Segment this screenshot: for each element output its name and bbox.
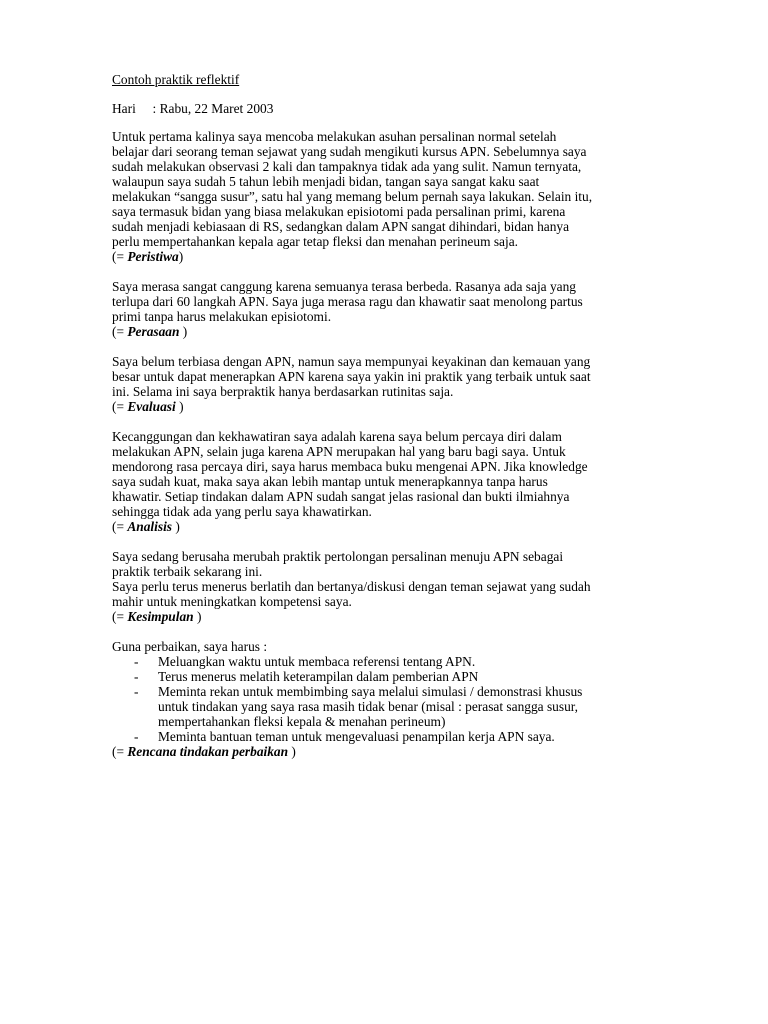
reflection-paragraph [112, 549, 688, 624]
text-line: sudah menjadi kebiasaan di RS, sedangkan dalam APN sangat dihindari, bidan hanya [112, 219, 570, 234]
list-item-line: mempertahankan fleksi kepala & menahan perineum) [158, 714, 446, 729]
text-line: praktik terbaik sekarang ini. [112, 564, 263, 579]
tag-close: ) [178, 249, 184, 264]
tag-close: ) [288, 744, 296, 759]
tag-label: Peristiwa [127, 249, 179, 264]
section-tag [112, 399, 688, 414]
text-line: khawatir. Setiap tindakan dalam APN sudah sangat jelas rasional dan bukti ilmiahnya [112, 489, 570, 504]
reflection-paragraph [112, 129, 688, 264]
tag-open: (= [112, 324, 128, 339]
text-line: sudah melakukan observasi 2 kali dan tampaknya tidak ada yang sulit. Namun ternyata, [112, 159, 582, 174]
text-line: Saya perlu terus menerus berlatih dan bertanya/diskusi dengan teman sejawat yang sudah [112, 579, 591, 594]
section-tag [112, 609, 688, 624]
text-line: saya termasuk bidan yang biasa melakukan episiotomi pada persalinan primi, karena [112, 204, 566, 219]
text-line: perlu mempertahankan kepala agar tetap fleksi dan menahan perineum saja. [112, 234, 519, 249]
list-item-line: Meluangkan waktu untuk membaca referensi tentang APN. [158, 654, 476, 669]
tag-close: ) [175, 399, 184, 414]
plan-list [112, 654, 688, 744]
tag-label: Rencana tindakan perbaikan [127, 744, 289, 759]
reflection-paragraph [112, 279, 688, 339]
text-line: sehingga tidak ada yang perlu saya khawatirkan. [112, 504, 372, 519]
list-item-line: Terus menerus melatih keterampilan dalam pemberian APN [158, 669, 479, 684]
text-line: melakukan “sangga susur”, satu hal yang memang belum pernah saya lakukan. Selain itu, [112, 189, 593, 204]
section-tag [112, 744, 688, 759]
list-item [112, 669, 688, 684]
tag-open: (= [112, 249, 128, 264]
list-item [112, 729, 688, 744]
tag-label: Analisis [127, 519, 173, 534]
tag-open: (= [112, 609, 128, 624]
tag-close: ) [193, 609, 202, 624]
text-line: primi tanpa harus melakukan episiotomi. [112, 309, 332, 324]
bullet-dash: - [134, 684, 139, 699]
reflection-paragraph [112, 354, 688, 414]
text-line: mahir untuk meningkatkan kompetensi saya. [112, 594, 352, 609]
section-tag [112, 519, 688, 534]
text-line: melakukan APN, selain juga karena APN merupakan hal yang baru bagi saya. Untuk [112, 444, 566, 459]
tag-label: Kesimpulan [127, 609, 194, 624]
tag-close: ) [179, 324, 188, 339]
list-item-line: Meminta bantuan teman untuk mengevaluasi penampilan kerja APN saya. [158, 729, 555, 744]
document-title: Contoh praktik reflektif [112, 72, 240, 87]
text-line: Saya sedang berusaha merubah praktik pertolongan persalinan menuju APN sebagai [112, 549, 564, 564]
text-line: belajar dari seorang teman sejawat yang sudah mengikuti kursus APN. Sebelumnya saya [112, 144, 587, 159]
text-line: Kecanggungan dan kekhawatiran saya adalah karena saya belum percaya diri dalam [112, 429, 562, 444]
plan-intro: Guna perbaikan, saya harus : [112, 639, 268, 654]
list-item [112, 684, 688, 729]
tag-open: (= [112, 399, 128, 414]
tag-open: (= [112, 519, 128, 534]
text-line: ini. Selama ini saya berpraktik hanya berdasarkan rutinitas saja. [112, 384, 454, 399]
text-line: saya sudah kuat, maka saya akan lebih mantap untuk menerapkannya tanpa harus [112, 474, 548, 489]
improvement-plan [112, 639, 688, 759]
list-item-line: Meminta rekan untuk membimbing saya melalui simulasi / demonstrasi khusus [158, 684, 583, 699]
list-item [112, 654, 688, 669]
reflection-paragraphs [112, 129, 688, 624]
tag-open: (= [112, 744, 128, 759]
bullet-dash: - [134, 669, 139, 684]
reflection-paragraph [112, 429, 688, 534]
text-line: walaupun saya sudah 5 tahun lebih menjadi bidan, tangan saya sangat kaku saat [112, 174, 540, 189]
date-line: Hari : Rabu, 22 Maret 2003 [112, 101, 274, 116]
list-item-line: untuk tindakan yang saya rasa masih tidak benar (misal : perasat sangga susur, [158, 699, 579, 714]
text-line: terlupa dari 60 langkah APN. Saya juga merasa ragu dan khawatir saat menolong partus [112, 294, 583, 309]
tag-label: Evaluasi [127, 399, 176, 414]
tag-label: Perasaan [127, 324, 180, 339]
section-tag [112, 249, 688, 264]
bullet-dash: - [134, 729, 139, 744]
text-line: Saya merasa sangat canggung karena semuanya terasa berbeda. Rasanya ada saja yang [112, 279, 576, 294]
text-line: Saya belum terbiasa dengan APN, namun saya mempunyai keyakinan dan kemauan yang [112, 354, 591, 369]
bullet-dash: - [134, 654, 139, 669]
tag-close: ) [172, 519, 180, 534]
text-line: Untuk pertama kalinya saya mencoba melakukan asuhan persalinan normal setelah [112, 129, 557, 144]
text-line: besar untuk dapat menerapkan APN karena saya yakin ini praktik yang terbaik untuk saat [112, 369, 591, 384]
section-tag [112, 324, 688, 339]
text-line: mendorong rasa percaya diri, saya harus membaca buku mengenai APN. Jika knowledge [112, 459, 588, 474]
